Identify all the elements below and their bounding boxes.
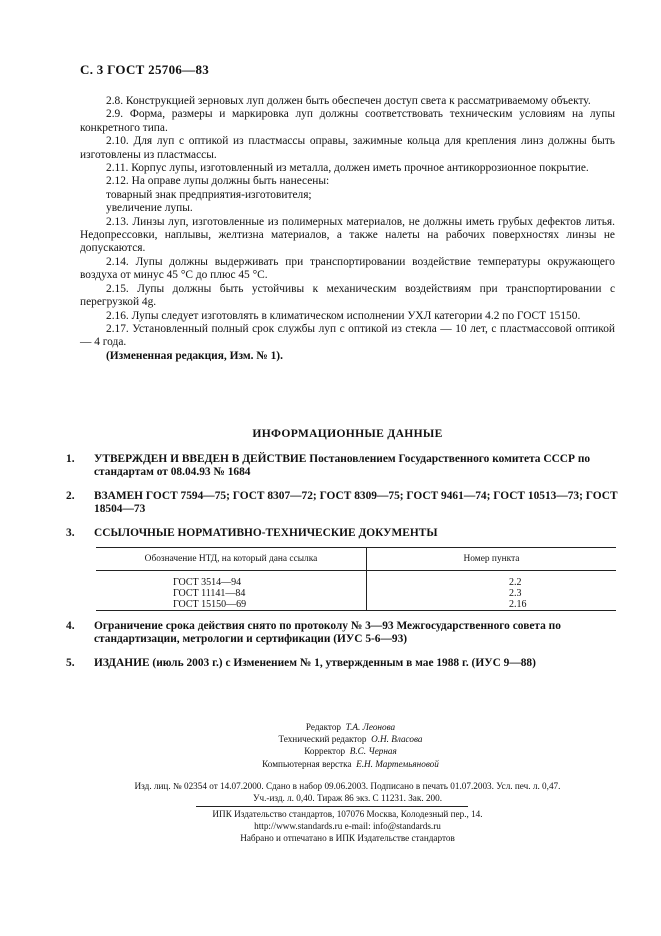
- editor-name: Е.Н. Мартемьяновой: [356, 758, 439, 769]
- clause-2-14: 2.14. Лупы должны выдерживать при транспортировании воздействие температуры окружающего воздуха от минус 45 °С до плюс 45 °С.: [80, 255, 615, 282]
- editor-role: Редактор: [305, 722, 342, 732]
- table-row: [96, 577, 616, 588]
- table-cell-clause: 2.3: [509, 587, 522, 599]
- publisher-printed: Набрано и отпечатано в ИПК Издательстве стандартов: [240, 833, 455, 844]
- clause-2-15: 2.15. Лупы должны быть устойчивы к механическим воздействиям при транспортировании с перегрузкой 4g.: [80, 282, 615, 309]
- clause-2-8: 2.8. Конструкцией зерновых луп должен быть обеспечен доступ света к рассматриваемому объекту.: [106, 95, 591, 107]
- info-item-1-num: 1.: [66, 453, 75, 465]
- clause-2-12-item-magnification: увеличение лупы.: [106, 202, 193, 215]
- info-item-4-num: 4.: [66, 620, 75, 632]
- clause-2-17: 2.17. Установленный полный срок службы луп с оптикой из стекла — 10 лет, с пластмассовой оптикой — 4 года.: [80, 322, 615, 349]
- imprint-divider: [196, 806, 468, 807]
- info-item-4: [66, 620, 629, 647]
- table-cell-designation: ГОСТ 3514—94: [96, 577, 367, 588]
- clause-2-11: 2.11. Корпус лупы, изготовленный из металла, должен иметь прочное антикоррозионное покрытие.: [106, 162, 589, 175]
- info-item-5: [66, 657, 629, 670]
- info-item-4-text: Ограничение срока действия снято по протоколу № 3—93 Межгосударственного совета по стандартизации, метрологии и сертификации (ИУС 5-6—93): [94, 620, 561, 646]
- info-item-1: [66, 453, 629, 480]
- editor-role: Корректор: [304, 746, 346, 757]
- table-header-row: [96, 548, 616, 571]
- table-cell-designation: ГОСТ 15150—69: [96, 599, 367, 611]
- clause-2-12-item-trademark: товарный знак предприятия-изготовителя;: [106, 188, 312, 201]
- page-header: С. 3 ГОСТ 25706—83: [80, 62, 210, 77]
- table-row: [96, 588, 616, 599]
- table-cell-designation: ГОСТ 11141—84: [96, 588, 367, 599]
- editor-role: Технический редактор: [278, 734, 367, 745]
- publisher-block: [80, 808, 615, 845]
- editor-name: В.С. Черная: [349, 746, 397, 757]
- editor-line: [0, 733, 661, 745]
- clause-2-9: 2.9. Форма, размеры и маркировка луп должны соответствовать техническим условиям на лупы конкретного типа.: [80, 108, 615, 134]
- info-item-1-text: Постановлением Государственного комитета СССР по стандартам от 08.04.93 № 1684: [94, 453, 591, 479]
- publisher-web: http://www.standards.ru e-mail: info@standards.ru: [254, 821, 441, 832]
- editor-line: [0, 758, 661, 770]
- info-item-1-lead: УТВЕРЖДЕН И ВВЕДЕН В ДЕЙСТВИЕ: [94, 453, 307, 465]
- editor-line: [0, 745, 661, 757]
- clauses-section: [80, 95, 615, 363]
- info-item-5-text: ИЗДАНИЕ (июль 2003 г.) с Изменением № 1, утвержденным в мае 1988 г. (ИУС 9—88): [94, 657, 536, 669]
- clause-2-16: 2.16. Лупы следует изготовлять в климатическом исполнении УХЛ категории 4.2 по ГОСТ 15150.: [106, 309, 581, 322]
- info-item-2-text: ВЗАМЕН ГОСТ 7594—75; ГОСТ 8307—72; ГОСТ 8309—75; ГОСТ 9461—74; ГОСТ 10513—73; ГОСТ 18504—73: [94, 490, 618, 516]
- clause-2-12: 2.12. На оправе лупы должны быть нанесены:: [106, 175, 330, 188]
- editors-block: [0, 721, 661, 770]
- publication-line-1: Изд. лиц. № 02354 от 14.07.2000. Сдано в набор 09.06.2003. Подписано в печать 01.07.2003. Усл. печ. л. 0,47.: [134, 781, 561, 791]
- info-item-3-text: ССЫЛОЧНЫЕ НОРМАТИВНО-ТЕХНИЧЕСКИЕ ДОКУМЕНТЫ: [94, 527, 438, 539]
- editor-role: Компьютерная верстка: [262, 758, 352, 769]
- table-header-clause: Номер пункта: [367, 548, 617, 571]
- reference-documents-table: [96, 547, 616, 611]
- info-item-2-num: 2.: [66, 490, 75, 502]
- publication-details: [80, 780, 615, 804]
- clause-2-13: 2.13. Линзы луп, изготовленные из полимерных материалов, не должны иметь грубых дефектов литья. Недопрессовки, наплывы, желтизна материалов, а также налеты на рабочих поверхностях линзы не допускаются.: [80, 215, 615, 255]
- publisher-address: ИПК Издательство стандартов, 107076 Москва, Колодезный пер., 14.: [212, 809, 483, 819]
- editor-name: О.Н. Власова: [371, 734, 423, 745]
- amendment-note: (Измененная редакция, Изм. № 1).: [106, 349, 283, 362]
- info-item-3-num: 3.: [66, 527, 75, 539]
- table-cell-clause: 2.2: [509, 576, 522, 588]
- info-title: ИНФОРМАЦИОННЫЕ ДАННЫЕ: [252, 427, 443, 440]
- clause-2-10: 2.10. Для луп с оптикой из пластмассы оправы, зажимные кольца для крепления линз должны быть изготовлены из пластмассы.: [80, 135, 615, 161]
- table-cell-clause: 2.16: [367, 599, 617, 611]
- info-item-3: [66, 527, 629, 540]
- table-header-designation: Обозначение НТД, на который дана ссылка: [96, 548, 367, 571]
- publication-line-2: Уч.-изд. л. 0,40. Тираж 86 экз. С 11231. Зак. 200.: [252, 793, 443, 804]
- editor-name: Т.А. Леонова: [345, 722, 396, 732]
- info-item-5-num: 5.: [66, 657, 75, 669]
- editor-line: [0, 721, 661, 733]
- info-item-2: [66, 490, 629, 517]
- table-row: [96, 599, 616, 611]
